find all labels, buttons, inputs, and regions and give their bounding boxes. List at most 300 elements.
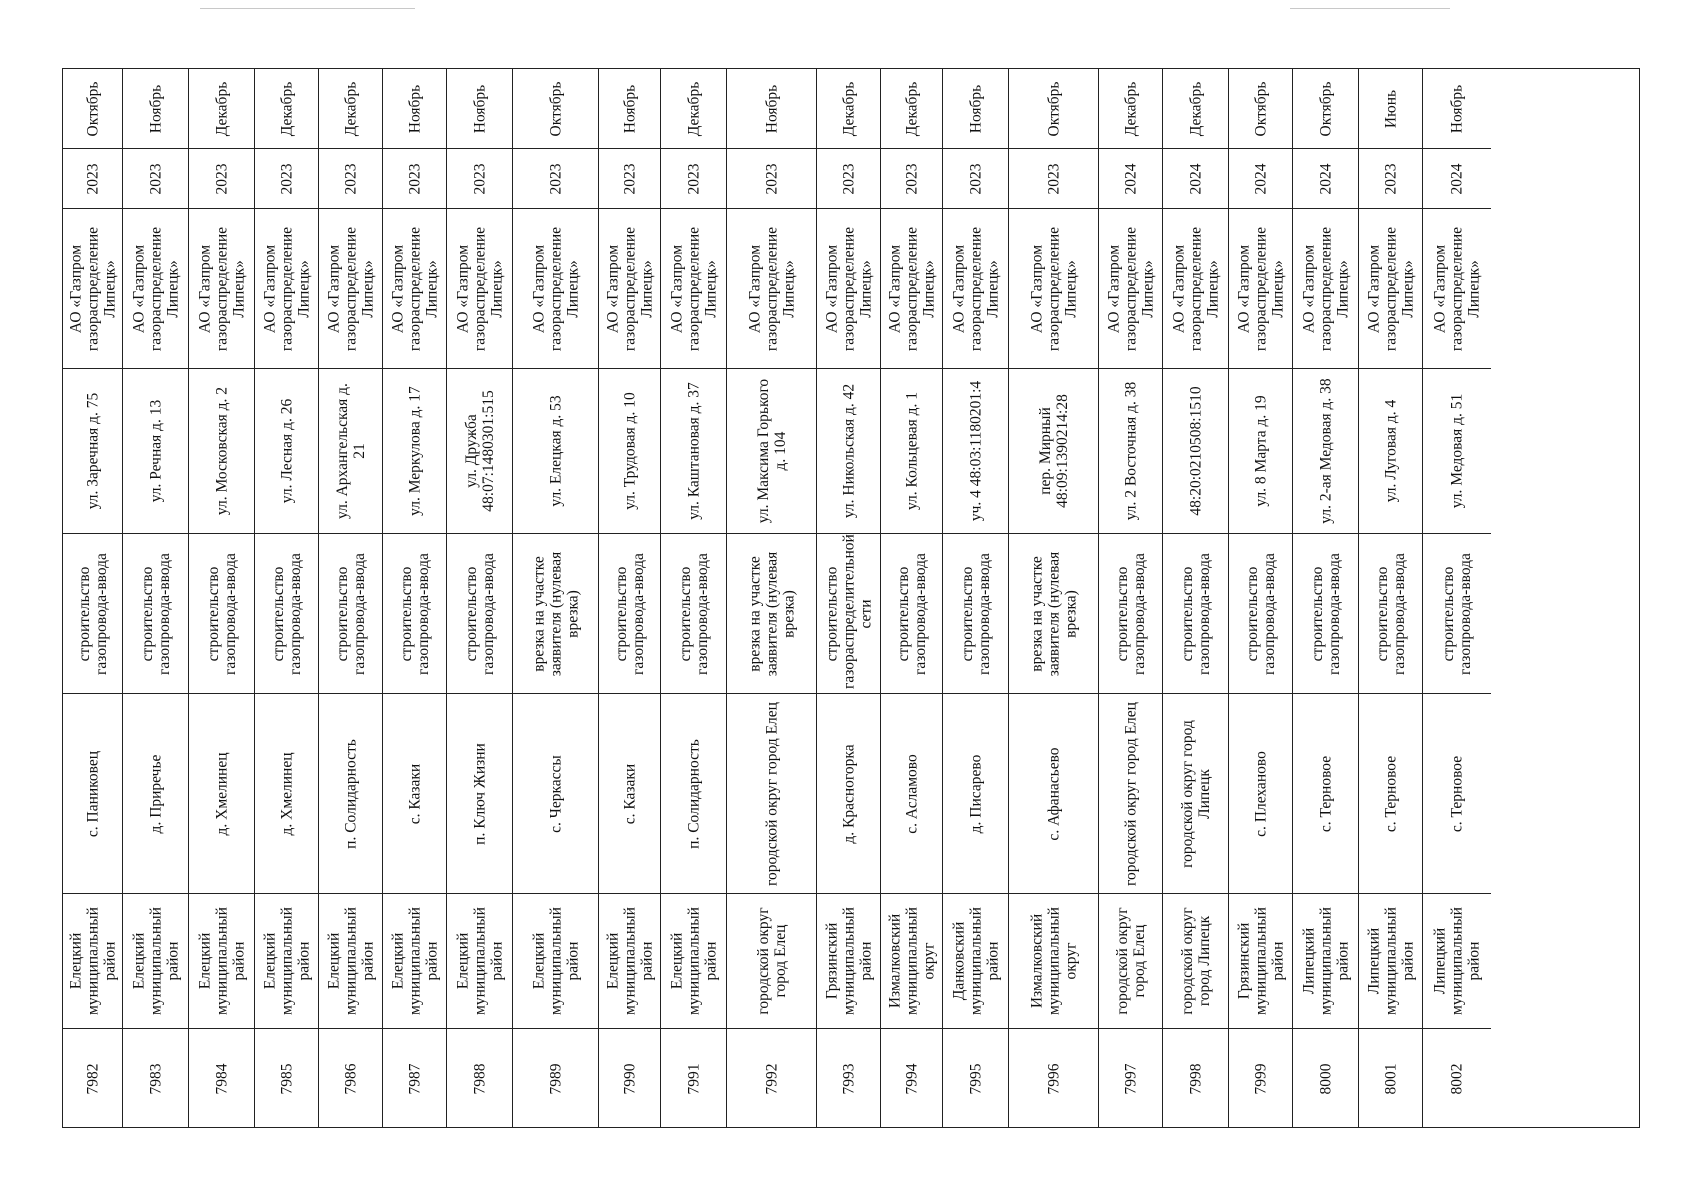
locality-text: с. Терновое (1448, 755, 1466, 832)
year-text: 2023 (278, 163, 295, 194)
address-cell (599, 369, 660, 534)
locality-cell (727, 694, 816, 894)
district-cell (1293, 894, 1358, 1029)
work-type-cell (1009, 534, 1098, 694)
work-type-text: строительство газопровода-ввода (204, 552, 239, 675)
year-cell (513, 149, 598, 209)
district-text: Елецкий муниципальный район (261, 907, 312, 1015)
district-cell (1359, 894, 1422, 1029)
month-cell (1359, 69, 1422, 149)
work-type-cell (727, 534, 816, 694)
district-cell (123, 894, 188, 1029)
organization-text: АО «Газпром газораспределение Липецк» (668, 226, 719, 351)
organization-text: АО «Газпром газораспределение Липецк» (1105, 226, 1156, 351)
work-type-text: строительство газопровода-ввода (1243, 552, 1278, 675)
year-cell (1359, 149, 1422, 209)
address-cell (661, 369, 726, 534)
month-text: Ноябрь (147, 84, 164, 133)
work-type-text: строительство газопровода-ввода (333, 552, 368, 675)
record-number-text: 7997 (1122, 1063, 1139, 1095)
record-number-text: 8001 (1382, 1063, 1399, 1095)
address-text: ул. Московская д. 2 (213, 386, 230, 516)
organization-cell (1293, 209, 1358, 369)
organization-cell (447, 209, 512, 369)
table-row (63, 69, 123, 1127)
locality-text: с. Черкассы (547, 754, 564, 833)
scan-artifact-right (1290, 8, 1450, 9)
district-cell (661, 894, 726, 1029)
month-text: Декабрь (903, 81, 920, 136)
district-cell (943, 894, 1008, 1029)
year-cell (661, 149, 726, 209)
locality-text: д. Хмелинец (213, 751, 230, 836)
district-cell (255, 894, 318, 1029)
work-type-text: строительство газопровода-ввода (958, 552, 993, 675)
year-cell (319, 149, 382, 209)
organization-cell (599, 209, 660, 369)
district-text: Елецкий муниципальный район (604, 907, 655, 1015)
table-row (123, 69, 189, 1127)
month-text: Ноябрь (763, 84, 780, 133)
table-row (943, 69, 1009, 1127)
year-text: 2023 (406, 163, 423, 194)
locality-cell (513, 694, 598, 894)
address-cell (1009, 369, 1098, 534)
organization-cell (63, 209, 122, 369)
address-cell (63, 369, 122, 534)
address-text: ул. Речная д. 13 (147, 399, 164, 503)
month-text: Ноябрь (471, 84, 488, 133)
district-cell (817, 894, 880, 1029)
district-cell (1423, 894, 1491, 1029)
locality-text: д. Писарево (967, 754, 984, 833)
address-cell (255, 369, 318, 534)
record-number-cell (1359, 1029, 1422, 1129)
work-type-text: врезка на участке заявителя (нулевая врезка) (1028, 551, 1079, 676)
year-cell (1229, 149, 1292, 209)
district-cell (63, 894, 122, 1029)
month-text: Декабрь (685, 81, 702, 136)
year-text: 2023 (84, 163, 101, 194)
locality-text: с. Плеханово (1252, 750, 1269, 837)
organization-cell (661, 209, 726, 369)
district-text: Измалковский муниципальный округ (886, 907, 937, 1015)
organization-text: АО «Газпром газораспределение Липецк» (196, 226, 247, 351)
year-cell (1163, 149, 1228, 209)
year-text: 2024 (1317, 163, 1334, 194)
record-number-cell (123, 1029, 188, 1129)
record-number-text: 7982 (84, 1063, 101, 1095)
record-number-cell (383, 1029, 446, 1129)
year-text: 2023 (342, 163, 359, 194)
year-text: 2023 (213, 163, 230, 194)
district-cell (1229, 894, 1292, 1029)
organization-cell (255, 209, 318, 369)
address-cell (1163, 369, 1228, 534)
locality-text: городской округ город Липецк (1178, 719, 1213, 868)
record-number-text: 7989 (547, 1063, 564, 1095)
month-text: Декабрь (278, 81, 295, 136)
locality-cell (63, 694, 122, 894)
record-number-text: 8000 (1317, 1063, 1334, 1095)
address-text: ул. Заречная д. 75 (84, 392, 101, 510)
table-row (1229, 69, 1293, 1127)
locality-text: п. Ключ Жизни (471, 742, 488, 845)
address-text: ул. Елецкая д. 53 (547, 395, 564, 507)
table-row (319, 69, 383, 1127)
locality-cell (123, 694, 188, 894)
work-type-cell (63, 534, 122, 694)
address-cell (1423, 369, 1491, 534)
work-type-text: строительство газопровода-ввода (462, 552, 497, 675)
address-text: ул. Лесная д. 26 (278, 398, 295, 504)
address-cell (1099, 369, 1162, 534)
address-text: ул. Трудовая д. 10 (621, 392, 638, 510)
month-cell (1099, 69, 1162, 149)
district-text: Грязинский муниципальный район (823, 907, 874, 1015)
record-number-text: 7993 (840, 1063, 857, 1095)
month-cell (1293, 69, 1358, 149)
organization-text: АО «Газпром газораспределение Липецк» (530, 226, 581, 351)
district-text: Елецкий муниципальный район (130, 907, 181, 1015)
table-row (1163, 69, 1229, 1127)
locality-cell (319, 694, 382, 894)
organization-text: АО «Газпром газораспределение Липецк» (1028, 226, 1079, 351)
organization-cell (1009, 209, 1098, 369)
work-type-cell (661, 534, 726, 694)
month-cell (661, 69, 726, 149)
record-number-text: 7990 (621, 1063, 638, 1095)
work-type-text: врезка на участке заявителя (нулевая врезка) (746, 551, 797, 676)
locality-text: д. Красногорка (840, 743, 857, 844)
organization-cell (817, 209, 880, 369)
district-cell (447, 894, 512, 1029)
table-row (817, 69, 881, 1127)
organization-cell (727, 209, 816, 369)
work-type-text: врезка на участке заявителя (нулевая врезка) (530, 551, 581, 676)
table-row (881, 69, 943, 1127)
work-type-cell (1163, 534, 1228, 694)
organization-text: АО «Газпром газораспределение Липецк» (950, 226, 1001, 351)
table-row (599, 69, 661, 1127)
address-text: ул. Дружба 48:07:1480301:515 (462, 390, 497, 512)
work-type-text: строительство газопровода-ввода (1440, 552, 1474, 675)
month-text: Декабрь (213, 81, 230, 136)
work-type-cell (513, 534, 598, 694)
work-type-cell (1423, 534, 1491, 694)
locality-cell (1009, 694, 1098, 894)
organization-text: АО «Газпром газораспределение Липецк» (325, 226, 376, 351)
address-cell (189, 369, 254, 534)
district-text: городской округ город Липецк (1178, 907, 1213, 1015)
record-number-cell (63, 1029, 122, 1129)
address-text: уч. 4 48:03:1180201:4 (967, 380, 984, 522)
locality-cell (383, 694, 446, 894)
year-cell (383, 149, 446, 209)
organization-cell (1359, 209, 1422, 369)
year-cell (943, 149, 1008, 209)
district-text: городской округ город Елец (1113, 907, 1148, 1015)
table-row (727, 69, 817, 1127)
record-number-cell (513, 1029, 598, 1129)
month-cell (63, 69, 122, 149)
district-cell (881, 894, 942, 1029)
work-type-cell (189, 534, 254, 694)
district-text: Липецкий муниципальный район (1431, 907, 1483, 1015)
table-row (189, 69, 255, 1127)
year-cell (123, 149, 188, 209)
district-text: Елецкий муниципальный район (454, 907, 505, 1015)
organization-text: АО «Газпром газораспределение Липецк» (389, 226, 440, 351)
locality-text: с. Паниковец (84, 750, 101, 837)
organization-cell (1229, 209, 1292, 369)
work-type-text: строительство газопровода-ввода (75, 552, 110, 675)
district-text: городской округ город Елец (754, 907, 789, 1015)
record-number-cell (943, 1029, 1008, 1129)
address-text: ул. Меркулова д. 17 (406, 386, 423, 516)
organization-text: АО «Газпром газораспределение Липецк» (454, 226, 505, 351)
organization-text: АО «Газпром газораспределение Липецк» (261, 226, 312, 351)
work-type-text: строительство газопровода-ввода (1308, 552, 1343, 675)
address-cell (123, 369, 188, 534)
record-number-text: 7988 (471, 1063, 488, 1095)
district-cell (319, 894, 382, 1029)
address-cell (817, 369, 880, 534)
locality-text: с. Терновое (1382, 755, 1399, 832)
locality-cell (189, 694, 254, 894)
month-text: Июнь (1382, 89, 1399, 128)
organization-cell (943, 209, 1008, 369)
year-cell (1099, 149, 1162, 209)
organization-text: АО «Газпром газораспределение Липецк» (746, 226, 797, 351)
work-type-cell (1293, 534, 1358, 694)
locality-text: городской округ город Елец (1122, 701, 1139, 886)
month-cell (1163, 69, 1228, 149)
gas-connection-table (62, 68, 1640, 1128)
organization-text: АО «Газпром газораспределение Липецк» (1431, 226, 1483, 351)
district-cell (1099, 894, 1162, 1029)
record-number-text: 7987 (406, 1063, 423, 1095)
district-text: Елецкий муниципальный район (389, 907, 440, 1015)
address-cell (727, 369, 816, 534)
record-number-text: 7984 (213, 1063, 230, 1095)
record-number-text: 7994 (903, 1063, 920, 1095)
address-text: ул. 8 Марта д. 19 (1252, 395, 1269, 507)
year-text: 2023 (840, 163, 857, 194)
record-number-cell (189, 1029, 254, 1129)
address-text: ул. 2 Восточная д. 38 (1122, 381, 1139, 521)
work-type-cell (447, 534, 512, 694)
organization-cell (1099, 209, 1162, 369)
address-text: ул. Архангельская д. 21 (333, 383, 368, 519)
locality-text: с. Афанасьево (1045, 746, 1062, 841)
organization-cell (189, 209, 254, 369)
district-text: Елецкий муниципальный район (196, 907, 247, 1015)
table-row (255, 69, 319, 1127)
record-number-cell (1423, 1029, 1491, 1129)
year-cell (817, 149, 880, 209)
locality-text: с. Казаки (621, 763, 638, 824)
month-cell (189, 69, 254, 149)
organization-text: АО «Газпром газораспределение Липецк» (1235, 226, 1286, 351)
locality-cell (1163, 694, 1228, 894)
organization-text: АО «Газпром газораспределение Липецк» (1170, 226, 1221, 351)
year-cell (1423, 149, 1491, 209)
record-number-cell (255, 1029, 318, 1129)
locality-cell (943, 694, 1008, 894)
year-cell (727, 149, 816, 209)
month-text: Ноябрь (621, 84, 638, 133)
month-cell (599, 69, 660, 149)
address-cell (1293, 369, 1358, 534)
table-row (383, 69, 447, 1127)
year-text: 2023 (547, 163, 564, 194)
year-cell (1293, 149, 1358, 209)
locality-text: с. Казаки (406, 763, 423, 824)
address-text: ул. Медовая д. 51 (1448, 393, 1466, 509)
month-cell (727, 69, 816, 149)
month-text: Декабрь (1187, 81, 1204, 136)
year-text: 2023 (621, 163, 638, 194)
record-number-text: 7983 (147, 1063, 164, 1095)
table-row (513, 69, 599, 1127)
year-text: 2024 (1252, 163, 1269, 194)
address-text: ул. 2-ая Медовая д. 38 (1317, 378, 1334, 524)
record-number-cell (727, 1029, 816, 1129)
organization-cell (881, 209, 942, 369)
work-type-text: строительство газопровода-ввода (612, 552, 647, 675)
record-number-text: 7986 (342, 1063, 359, 1095)
month-cell (447, 69, 512, 149)
year-text: 2024 (1122, 163, 1139, 194)
year-cell (881, 149, 942, 209)
address-text: ул. Максима Горького д. 104 (754, 378, 789, 524)
year-text: 2023 (967, 163, 984, 194)
locality-text: с. Терновое (1317, 755, 1334, 832)
address-cell (881, 369, 942, 534)
year-text: 2024 (1187, 163, 1204, 194)
locality-cell (447, 694, 512, 894)
table-row (1293, 69, 1359, 1127)
record-number-cell (599, 1029, 660, 1129)
organization-text: АО «Газпром газораспределение Липецк» (1365, 226, 1416, 351)
record-number-cell (1293, 1029, 1358, 1129)
work-type-cell (1099, 534, 1162, 694)
organization-text: АО «Газпром газораспределение Липецк» (130, 226, 181, 351)
district-text: Елецкий муниципальный район (530, 907, 581, 1015)
record-number-text: 8002 (1448, 1063, 1466, 1095)
organization-text: АО «Газпром газораспределение Липецк» (604, 226, 655, 351)
district-cell (1163, 894, 1228, 1029)
district-text: Елецкий муниципальный район (325, 907, 376, 1015)
month-text: Декабрь (1122, 81, 1139, 136)
table-row (1099, 69, 1163, 1127)
work-type-text: строительство газопровода-ввода (269, 552, 304, 675)
month-cell (1009, 69, 1098, 149)
month-cell (123, 69, 188, 149)
record-number-cell (817, 1029, 880, 1129)
record-number-text: 7995 (967, 1063, 984, 1095)
table-row (447, 69, 513, 1127)
work-type-text: строительство газопровода-ввода (138, 552, 173, 675)
district-cell (189, 894, 254, 1029)
work-type-cell (123, 534, 188, 694)
year-text: 2023 (1045, 163, 1062, 194)
month-cell (817, 69, 880, 149)
district-text: Липецкий муниципальный район (1365, 907, 1416, 1015)
district-cell (1009, 894, 1098, 1029)
organization-text: АО «Газпром газораспределение Липецк» (1300, 226, 1351, 351)
address-cell (943, 369, 1008, 534)
month-text: Ноябрь (1448, 84, 1466, 133)
locality-cell (881, 694, 942, 894)
month-text: Декабрь (342, 81, 359, 136)
district-cell (599, 894, 660, 1029)
month-text: Ноябрь (967, 84, 984, 133)
year-text: 2023 (147, 163, 164, 194)
locality-text: п. Солидарность (685, 738, 702, 849)
locality-cell (1423, 694, 1491, 894)
district-cell (513, 894, 598, 1029)
month-text: Октябрь (84, 81, 101, 136)
month-text: Декабрь (840, 81, 857, 136)
month-text: Ноябрь (406, 84, 423, 133)
month-cell (513, 69, 598, 149)
address-cell (383, 369, 446, 534)
organization-cell (1423, 209, 1491, 369)
record-number-text: 7996 (1045, 1063, 1062, 1095)
address-cell (513, 369, 598, 534)
district-cell (727, 894, 816, 1029)
record-number-cell (1009, 1029, 1098, 1129)
district-text: Елецкий муниципальный район (67, 907, 118, 1015)
address-cell (319, 369, 382, 534)
work-type-cell (255, 534, 318, 694)
month-cell (255, 69, 318, 149)
month-cell (943, 69, 1008, 149)
address-text: 48:20:0210508:1510 (1187, 386, 1204, 516)
district-text: Данковский муниципальный район (950, 907, 1001, 1015)
record-number-text: 7985 (278, 1063, 295, 1095)
year-text: 2023 (1382, 163, 1399, 194)
year-text: 2024 (1448, 163, 1466, 194)
district-cell (383, 894, 446, 1029)
table-row (1009, 69, 1099, 1127)
work-type-text: строительство газопровода-ввода (1178, 552, 1213, 675)
work-type-text: строительство газопровода-ввода (1373, 552, 1408, 675)
organization-text: АО «Газпром газораспределение Липецк» (67, 226, 118, 351)
record-number-cell (447, 1029, 512, 1129)
year-cell (63, 149, 122, 209)
month-text: Октябрь (1317, 81, 1334, 136)
work-type-text: строительство газопровода-ввода (1113, 552, 1148, 675)
address-cell (447, 369, 512, 534)
organization-cell (319, 209, 382, 369)
locality-cell (817, 694, 880, 894)
year-cell (599, 149, 660, 209)
organization-text: АО «Газпром газораспределение Липецк» (823, 226, 874, 351)
month-cell (1229, 69, 1292, 149)
year-text: 2023 (471, 163, 488, 194)
record-number-cell (661, 1029, 726, 1129)
work-type-text: строительство газопровода-ввода (397, 552, 432, 675)
month-cell (383, 69, 446, 149)
locality-cell (1359, 694, 1422, 894)
year-text: 2023 (903, 163, 920, 194)
year-text: 2023 (685, 163, 702, 194)
work-type-cell (1359, 534, 1422, 694)
work-type-cell (881, 534, 942, 694)
